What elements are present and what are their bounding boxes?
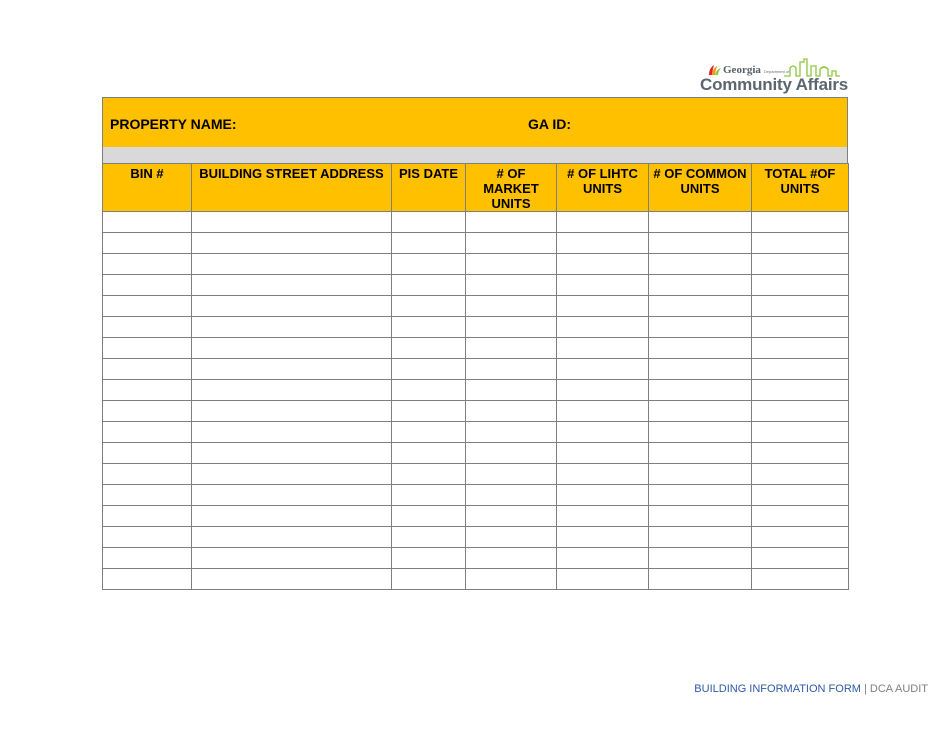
table-cell[interactable] — [392, 359, 466, 380]
table-row — [103, 275, 849, 296]
table-cell[interactable] — [103, 485, 192, 506]
table-cell[interactable] — [649, 485, 752, 506]
table-cell[interactable] — [192, 422, 392, 443]
table-cell[interactable] — [752, 233, 849, 254]
table-cell[interactable] — [649, 569, 752, 590]
table-cell[interactable] — [392, 254, 466, 275]
table-cell[interactable] — [466, 422, 557, 443]
table-cell[interactable] — [103, 296, 192, 317]
table-row — [103, 380, 849, 401]
table-row — [103, 233, 849, 254]
table-cell[interactable] — [392, 422, 466, 443]
table-cell[interactable] — [557, 464, 649, 485]
logo-community-affairs: Community Affairs — [700, 75, 849, 94]
table-cell[interactable] — [392, 569, 466, 590]
table-cell[interactable] — [392, 401, 466, 422]
table-cell[interactable] — [103, 317, 192, 338]
table-cell[interactable] — [649, 212, 752, 233]
table-row — [103, 506, 849, 527]
table-cell[interactable] — [192, 296, 392, 317]
table-cell[interactable] — [103, 569, 192, 590]
table-cell[interactable] — [392, 212, 466, 233]
dca-logo — [698, 56, 849, 96]
table-cell[interactable] — [466, 212, 557, 233]
table-cell[interactable] — [649, 506, 752, 527]
table-cell[interactable] — [649, 380, 752, 401]
table-cell[interactable] — [557, 380, 649, 401]
table-cell[interactable] — [752, 548, 849, 569]
footer-form-name: BUILDING INFORMATION FORM — [694, 683, 861, 695]
table-cell[interactable] — [752, 380, 849, 401]
table-cell[interactable] — [649, 233, 752, 254]
property-name-label: PROPERTY NAME: — [110, 116, 237, 132]
table-cell[interactable] — [103, 548, 192, 569]
table-row — [103, 296, 849, 317]
table-cell[interactable] — [649, 443, 752, 464]
table-cell[interactable] — [752, 296, 849, 317]
table-cell[interactable] — [466, 338, 557, 359]
table-cell[interactable] — [557, 275, 649, 296]
table-cell[interactable] — [557, 254, 649, 275]
page-footer — [694, 683, 928, 695]
table-cell[interactable] — [466, 275, 557, 296]
table-cell[interactable] — [192, 548, 392, 569]
table-cell[interactable] — [557, 443, 649, 464]
table-cell[interactable] — [752, 422, 849, 443]
table-cell[interactable] — [649, 548, 752, 569]
table-cell[interactable] — [752, 527, 849, 548]
table-cell[interactable] — [466, 443, 557, 464]
table-cell[interactable] — [557, 485, 649, 506]
table-cell[interactable] — [192, 569, 392, 590]
table-cell[interactable] — [557, 401, 649, 422]
table-cell[interactable] — [192, 212, 392, 233]
separator-band — [102, 147, 848, 163]
table-cell[interactable] — [392, 296, 466, 317]
table-row — [103, 464, 849, 485]
table-cell[interactable] — [752, 359, 849, 380]
table-cell[interactable] — [392, 485, 466, 506]
table-cell[interactable] — [103, 464, 192, 485]
table-cell[interactable] — [103, 338, 192, 359]
table-cell[interactable] — [752, 464, 849, 485]
table-cell[interactable] — [466, 296, 557, 317]
property-header — [102, 97, 848, 148]
col-header-lihtc-units: # OF LIHTC UNITS — [557, 164, 649, 212]
table-cell[interactable] — [752, 401, 849, 422]
table-cell[interactable] — [192, 443, 392, 464]
table-cell[interactable] — [752, 317, 849, 338]
ga-id-label: GA ID: — [528, 116, 572, 132]
building-table — [102, 163, 849, 590]
table-cell[interactable] — [649, 275, 752, 296]
table-cell[interactable] — [392, 338, 466, 359]
table-cell[interactable] — [192, 506, 392, 527]
table-cell[interactable] — [557, 548, 649, 569]
table-cell[interactable] — [466, 527, 557, 548]
table-cell[interactable] — [392, 464, 466, 485]
table-cell[interactable] — [466, 569, 557, 590]
table-cell[interactable] — [752, 338, 849, 359]
table-row — [103, 317, 849, 338]
table-row — [103, 443, 849, 464]
table-cell[interactable] — [557, 212, 649, 233]
table-cell[interactable] — [466, 506, 557, 527]
table-cell[interactable] — [192, 359, 392, 380]
table-cell[interactable] — [466, 464, 557, 485]
table-cell[interactable] — [192, 485, 392, 506]
table-cell[interactable] — [557, 569, 649, 590]
table-cell[interactable] — [466, 401, 557, 422]
table-cell[interactable] — [192, 275, 392, 296]
table-cell[interactable] — [392, 317, 466, 338]
table-cell[interactable] — [557, 296, 649, 317]
table-row — [103, 338, 849, 359]
table-cell[interactable] — [752, 212, 849, 233]
table-cell[interactable] — [649, 527, 752, 548]
col-header-bin: BIN # — [103, 164, 192, 212]
table-cell[interactable] — [557, 506, 649, 527]
table-cell[interactable] — [649, 422, 752, 443]
table-cell[interactable] — [103, 359, 192, 380]
logo-georgia-text: Georgia — [723, 64, 761, 76]
table-cell[interactable] — [752, 569, 849, 590]
table-header-row — [103, 164, 849, 212]
table-row — [103, 527, 849, 548]
table-cell[interactable] — [392, 233, 466, 254]
table-cell[interactable] — [392, 443, 466, 464]
logo-top-line — [708, 62, 789, 76]
table-cell[interactable] — [392, 275, 466, 296]
col-header-market-units: # OF MARKET UNITS — [466, 164, 557, 212]
table-cell[interactable] — [466, 233, 557, 254]
table-cell[interactable] — [557, 422, 649, 443]
table-cell[interactable] — [557, 527, 649, 548]
table-cell[interactable] — [649, 359, 752, 380]
table-cell[interactable] — [466, 317, 557, 338]
table-cell[interactable] — [649, 317, 752, 338]
table-cell[interactable] — [192, 317, 392, 338]
table-cell[interactable] — [103, 506, 192, 527]
col-header-address: BUILDING STREET ADDRESS — [192, 164, 392, 212]
table-cell[interactable] — [103, 254, 192, 275]
table-cell[interactable] — [392, 380, 466, 401]
table-cell[interactable] — [649, 464, 752, 485]
footer-audit: DCA AUDIT — [869, 683, 928, 695]
table-cell[interactable] — [649, 296, 752, 317]
table-cell[interactable] — [557, 233, 649, 254]
table-cell[interactable] — [466, 359, 557, 380]
table-cell[interactable] — [649, 254, 752, 275]
table-row — [103, 569, 849, 590]
table-cell[interactable] — [557, 338, 649, 359]
table-cell[interactable] — [466, 254, 557, 275]
table-cell[interactable] — [192, 338, 392, 359]
table-cell[interactable] — [466, 380, 557, 401]
table-cell[interactable] — [192, 254, 392, 275]
table-cell[interactable] — [557, 317, 649, 338]
table-row — [103, 401, 849, 422]
table-cell[interactable] — [103, 443, 192, 464]
table-cell[interactable] — [192, 380, 392, 401]
table-cell[interactable] — [557, 359, 649, 380]
table-cell[interactable] — [103, 275, 192, 296]
table-row — [103, 485, 849, 506]
table-cell[interactable] — [103, 401, 192, 422]
table-row — [103, 254, 849, 275]
table-cell[interactable] — [103, 212, 192, 233]
table-cell[interactable] — [466, 548, 557, 569]
col-header-common-units: # OF COMMON UNITS — [649, 164, 752, 212]
table-cell[interactable] — [192, 233, 392, 254]
table-cell[interactable] — [392, 548, 466, 569]
table-row — [103, 548, 849, 569]
table-row — [103, 359, 849, 380]
table-cell[interactable] — [752, 254, 849, 275]
table-cell[interactable] — [103, 422, 192, 443]
table-cell[interactable] — [752, 443, 849, 464]
table-row — [103, 422, 849, 443]
table-cell[interactable] — [103, 527, 192, 548]
table-cell[interactable] — [103, 380, 192, 401]
table-cell[interactable] — [392, 527, 466, 548]
table-cell[interactable] — [649, 338, 752, 359]
col-header-pis-date: PIS DATE — [392, 164, 466, 212]
table-cell[interactable] — [752, 485, 849, 506]
table-cell[interactable] — [192, 401, 392, 422]
table-cell[interactable] — [466, 485, 557, 506]
footer-separator: | — [864, 683, 867, 695]
table-cell[interactable] — [192, 527, 392, 548]
table-cell[interactable] — [752, 275, 849, 296]
logo-dept-text: Department of — [763, 69, 790, 74]
table-cell[interactable] — [192, 464, 392, 485]
table-row — [103, 212, 849, 233]
table-cell[interactable] — [392, 506, 466, 527]
table-cell[interactable] — [752, 506, 849, 527]
table-cell[interactable] — [649, 401, 752, 422]
col-header-total-units: TOTAL #OF UNITS — [752, 164, 849, 212]
table-cell[interactable] — [103, 233, 192, 254]
